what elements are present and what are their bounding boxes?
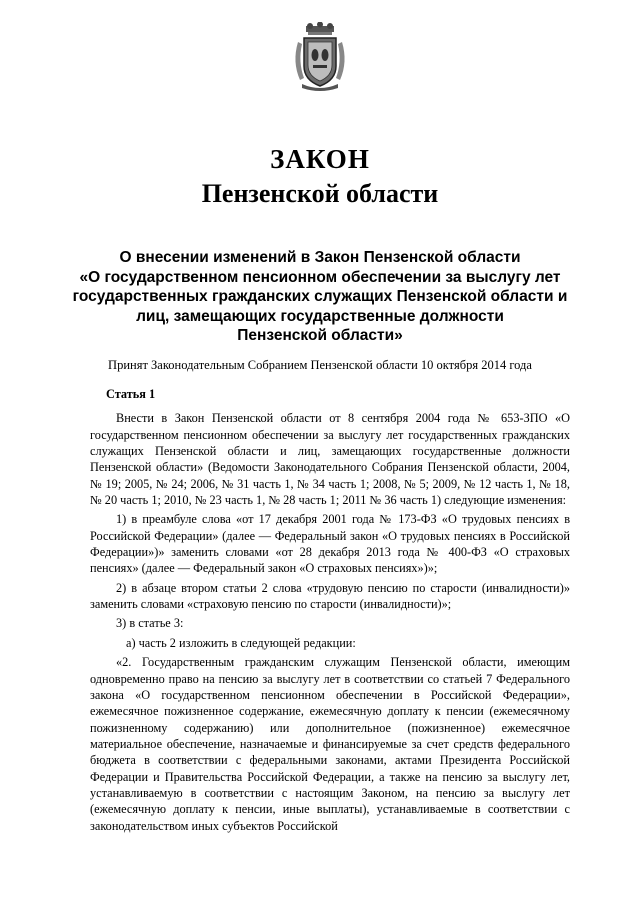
subtitle-line: лиц, замещающих государственные должности — [136, 307, 504, 325]
law-region-title: Пензенской области — [201, 179, 439, 208]
article-intro-paragraph: Внести в Закон Пензенской области от 8 сентября 2004 года № 653-ЗПО «О государственном пенсионном обеспечении за выслугу лет государственных гражданских служащих Пензенской области и лиц, замещающих государственные должности Пензенской области» (Ведомости Законодательного Собрания Пензенской области, 2004, № 19; 2005, № 24; 2006, № 31 часть 1, № 34 часть 1; 2008, № 5; 2009, № 12 часть 1, № 18, № 20 часть 1; 2010, № 23 часть 1, № 28 часть 1; 2011 № 36 часть 1) следующие изменения: — [90, 411, 570, 508]
amendment-item-2: 2) в абзаце втором статьи 2 слова «трудовую пенсию по старости (инвалидности)» заменить словами «страховую пенсию по старости (инвалидности)»; — [90, 580, 570, 612]
adoption-note: Принят Законодательным Собранием Пензенской области 10 октября 2014 года — [108, 358, 532, 372]
article-heading: Статья 1 — [106, 387, 156, 401]
amendment-item-3a: а) часть 2 изложить в следующей редакции: — [126, 635, 356, 650]
subtitle-line: государственных гражданских служащих Пензенской области и — [72, 288, 568, 305]
amendment-item-3: 3) в статье 3: — [116, 616, 184, 631]
subtitle-line: О внесении изменений в Закон Пензенской области — [119, 249, 521, 266]
law-title: ЗАКОН — [270, 144, 370, 174]
subtitle-line: Пензенской области» — [237, 327, 403, 344]
law-subtitle — [70, 248, 570, 346]
quoted-new-text: «2. Государственным гражданским служащим Пензенской области, имеющим одновременно право на пенсию за выслугу лет в соответствии со статьей 7 Федерального закона «О государственном пенсионном обеспечении в Российской Федерации», ежемесячное пожизненное содержание, ежемесячную доплату к пенсии (ежемесячному пожизненному содержанию) или дополнительное (пожизненное) ежемесячное материальное обеспечение, назначаемые и финансируемые за счет средств федерального бюджета в соответствии с федеральными законами, актами Президента Российской Федерации и Правительства Российской Федерации, а также на пенсию за выслугу лет, устанавливаемую в соответствии с настоящим Законом, на пенсию за выслугу лет (ежемесячную доплату к пенсии, иные выплаты), устанавливаемые в соответствии с законодательством иных субъектов Российской — [90, 655, 570, 833]
law-body — [90, 386, 570, 834]
coat-of-arms-icon — [288, 22, 352, 92]
subtitle-line: «О государственном пенсионном обеспечении за выслугу лет — [79, 268, 561, 286]
amendment-item-1: 1) в преамбуле слова «от 17 декабря 2001 года № 173-ФЗ «О трудовых пенсиях в Российской Федерации» (далее — Федеральный закон «О трудовых пенсиях в Российской Федерации»)» заменить словами «от 28 декабря 2013 года № 400-ФЗ «О страховых пенсиях» (далее — Федеральный закон «О страховых пенсиях»)»; — [90, 512, 570, 576]
